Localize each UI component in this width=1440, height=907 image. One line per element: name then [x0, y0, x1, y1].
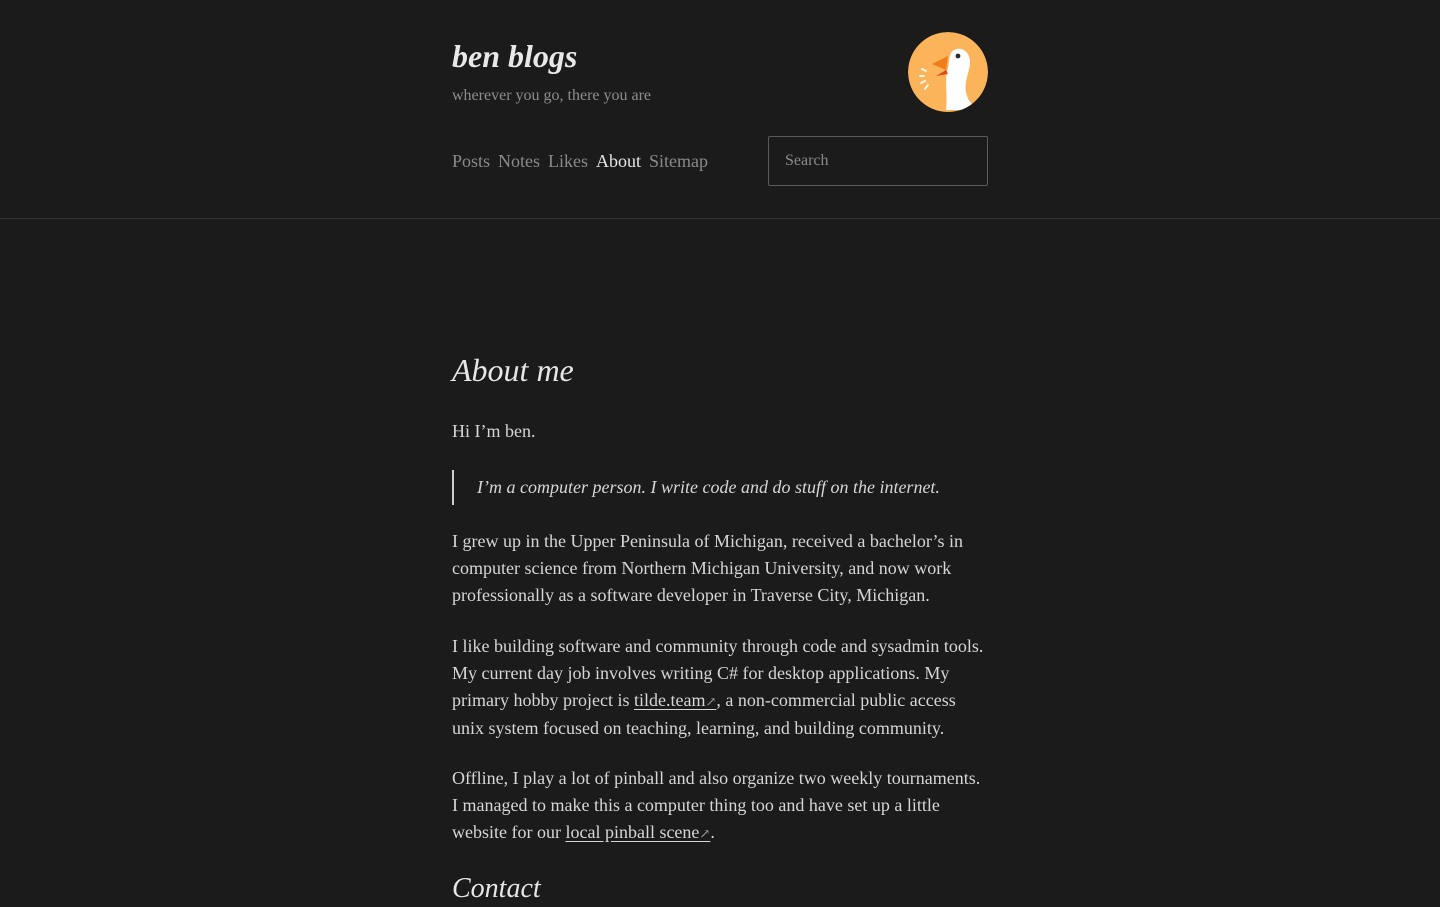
main-nav: [452, 149, 708, 173]
site-header: [0, 0, 1440, 219]
pinball-text-after: .: [710, 822, 715, 842]
tilde-team-link-text: tilde.team: [633, 690, 706, 710]
pinball-paragraph: [452, 765, 988, 847]
site-tagline: wherever you go, there you are: [452, 87, 652, 104]
intro-paragraph: Hi I’m ben.: [452, 421, 536, 441]
pinball-scene-link[interactable]: [565, 822, 710, 842]
nav-item-notes[interactable]: Notes: [498, 151, 541, 171]
pinball-scene-link-text: local pinball scene: [565, 822, 700, 842]
nav-item-about[interactable]: About: [596, 151, 642, 171]
nav-item-likes[interactable]: Likes: [548, 151, 589, 171]
external-link-icon: ↗: [705, 694, 717, 709]
goose-avatar-svg: [908, 32, 988, 112]
pinball-text-before: Offline, I play a lot of pinball and also organize two weekly tournaments. I managed to make this a computer thing too and have set up a little website for our: [452, 768, 981, 842]
external-link-icon: ↗: [699, 826, 711, 841]
nav-item-posts[interactable]: Posts: [452, 151, 491, 171]
work-text-before: I like building software and community through code and sysadmin tools. My current day job involves writing C# for desktop applications. My primary hobby project is: [452, 636, 984, 710]
tilde-team-link[interactable]: [634, 690, 716, 710]
work-text-after: , a non-commercial public access unix system focused on teaching, learning, and building community.: [452, 690, 956, 738]
page-title: About me: [452, 352, 574, 388]
quote-text: I’m a computer person. I write code and do stuff on the internet.: [477, 477, 940, 497]
blockquote: [452, 470, 988, 505]
bio-paragraph: I grew up in the Upper Peninsula of Michigan, received a bachelor’s in computer science from Northern Michigan University, and now work professionally as a software developer in Traverse City, Michigan.: [452, 531, 964, 605]
goose-avatar-icon[interactable]: [908, 32, 988, 112]
search-input[interactable]: [768, 136, 988, 186]
site-title-link[interactable]: ben blogs: [452, 38, 578, 74]
contact-heading: Contact: [452, 873, 541, 904]
nav-item-sitemap[interactable]: Sitemap: [649, 151, 709, 171]
work-paragraph: [452, 633, 988, 742]
